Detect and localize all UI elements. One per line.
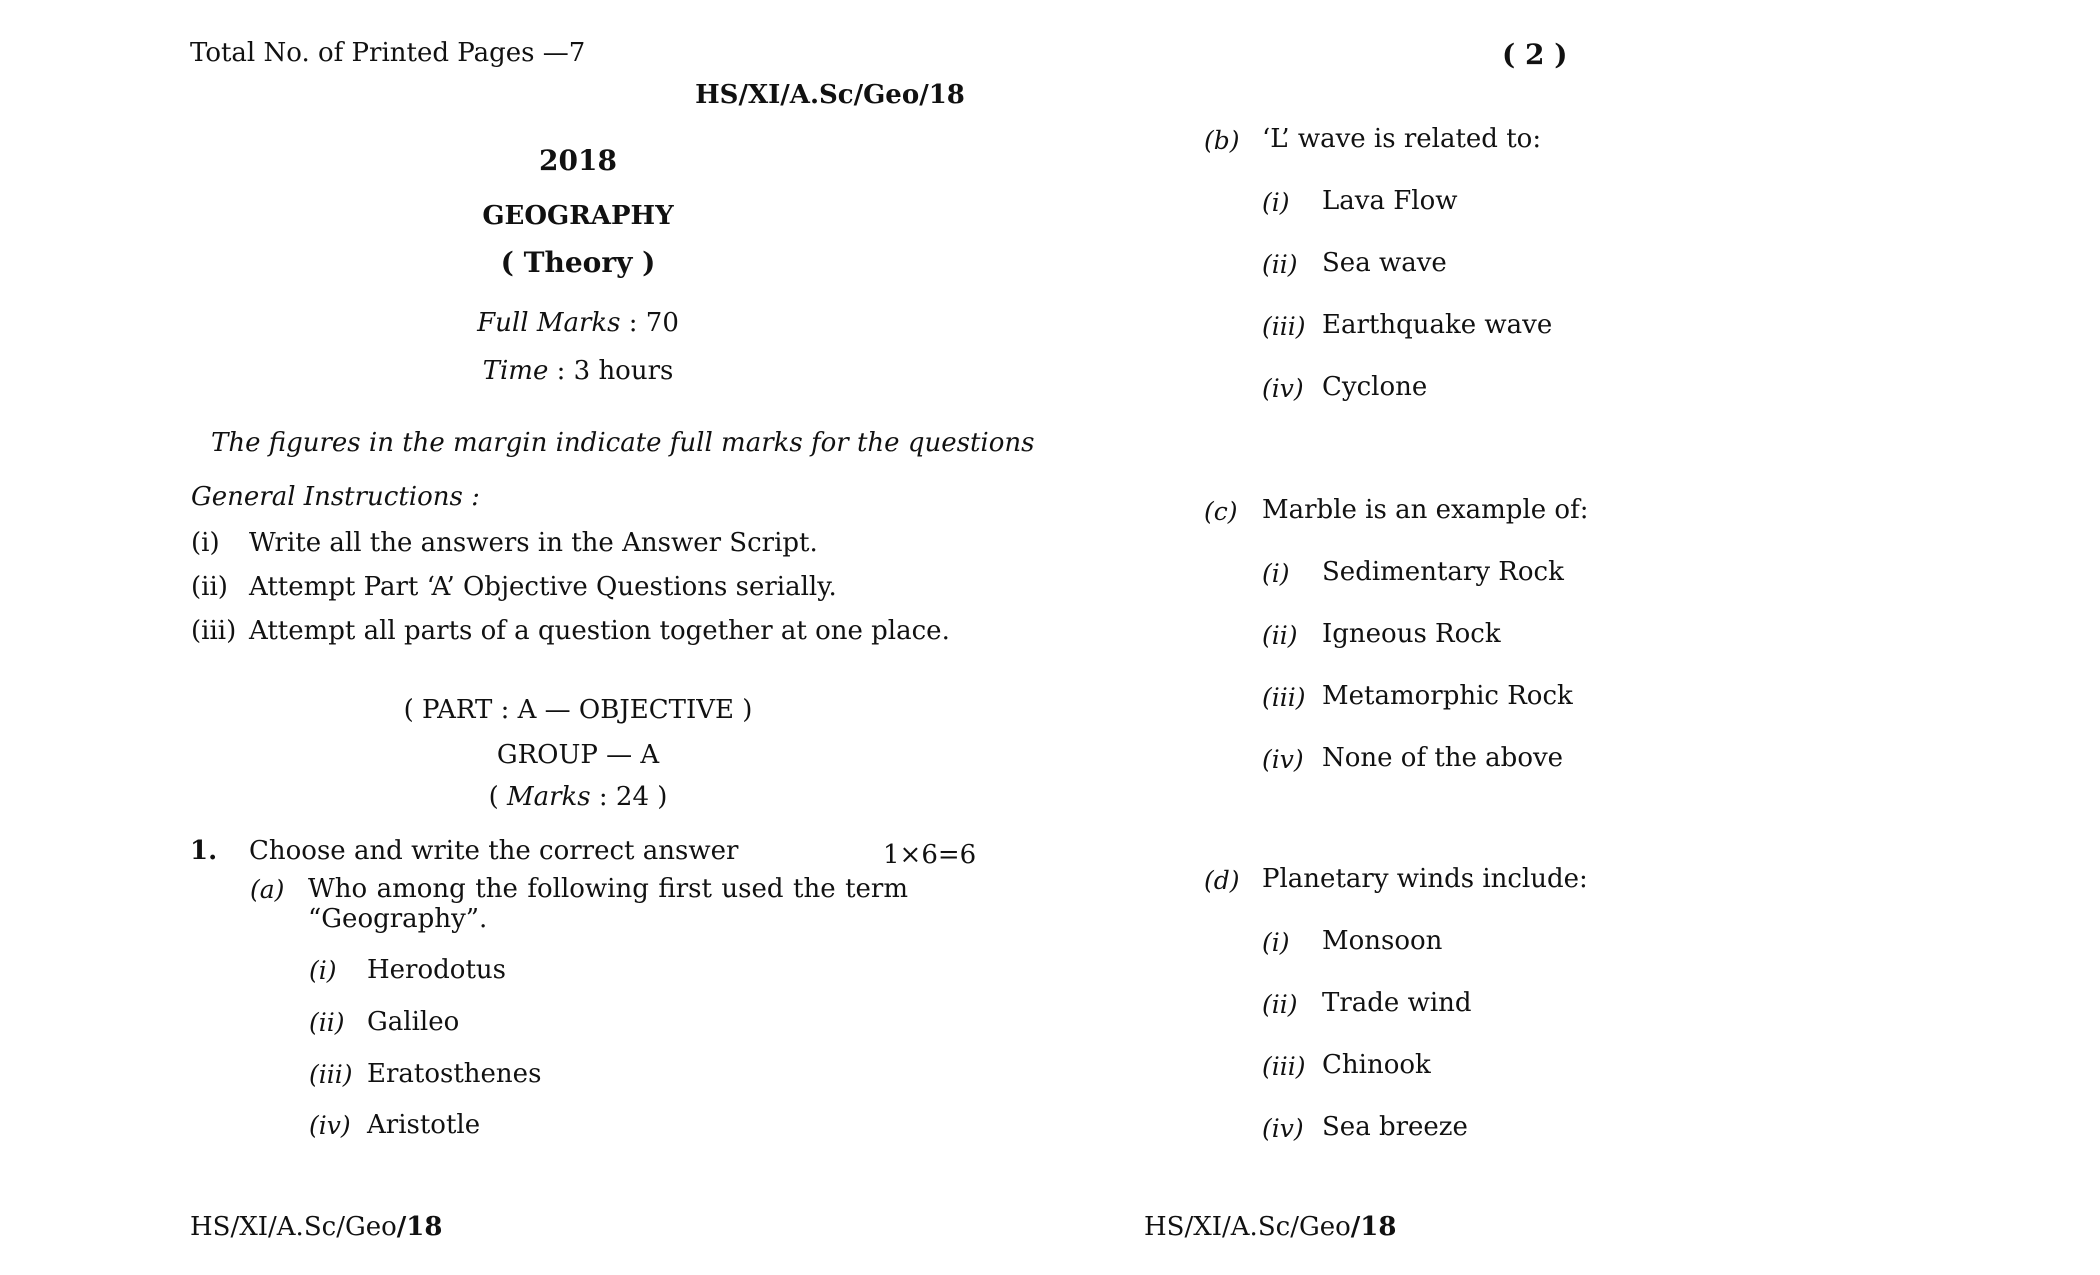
option-text: Chinook <box>1322 1050 1431 1080</box>
option-number: (iv) <box>1262 745 1304 774</box>
instruction-number: (i) <box>191 528 220 558</box>
option-number: (iv) <box>1262 1114 1304 1143</box>
sub-question-text: Marble is an example of: <box>1262 495 1589 525</box>
option-text: Metamorphic Rock <box>1322 681 1573 711</box>
paper-type: ( Theory ) <box>500 246 656 279</box>
time-label: Time <box>482 356 549 386</box>
option-text: Sea wave <box>1322 248 1447 278</box>
option-number: (ii) <box>309 1008 345 1037</box>
option-text: Galileo <box>367 1007 460 1037</box>
option-number: (i) <box>1262 188 1290 217</box>
marks-close: : 24 ) <box>590 782 668 812</box>
option-number: (iv) <box>1262 374 1304 403</box>
option-text: Cyclone <box>1322 372 1428 402</box>
instruction-text: Write all the answers in the Answer Script. <box>249 528 818 558</box>
time-allowed <box>378 356 778 386</box>
footer-code-suffix: /18 <box>1350 1212 1397 1242</box>
marks-open: ( <box>488 782 507 812</box>
option-text: Herodotus <box>367 955 506 985</box>
subject-title: GEOGRAPHY <box>482 201 674 231</box>
full-marks-value: : 70 <box>620 308 679 338</box>
option-text: Igneous Rock <box>1322 619 1501 649</box>
printed-pages-count: Total No. of Printed Pages —7 <box>190 38 586 68</box>
option-text: Sea breeze <box>1322 1112 1468 1142</box>
sub-question-text-cont: “Geography”. <box>308 904 488 934</box>
page-number: ( 2 ) <box>1502 38 1568 71</box>
full-marks-label: Full Marks <box>477 308 621 338</box>
option-number: (ii) <box>1262 990 1298 1019</box>
group-heading: GROUP — A <box>496 740 660 770</box>
option-number: (ii) <box>1262 621 1298 650</box>
sub-question-label: (b) <box>1204 126 1240 155</box>
option-number: (iii) <box>1262 1052 1306 1081</box>
sub-question-label: (a) <box>250 875 285 904</box>
option-number: (iii) <box>309 1060 353 1089</box>
full-marks <box>378 308 778 338</box>
sub-question-label: (d) <box>1204 866 1240 895</box>
option-text: Sedimentary Rock <box>1322 557 1564 587</box>
instruction-text: Attempt Part ‘A’ Objective Questions serially. <box>249 572 837 602</box>
paper-code: HS/XI/A.Sc/Geo/18 <box>695 80 965 110</box>
option-text: Trade wind <box>1322 988 1472 1018</box>
instruction-number: (iii) <box>191 616 237 646</box>
footer-code-suffix: /18 <box>396 1212 443 1242</box>
option-number: (ii) <box>1262 250 1298 279</box>
option-number: (i) <box>1262 559 1290 588</box>
option-text: Aristotle <box>367 1110 481 1140</box>
question-text: Choose and write the correct answer <box>249 836 739 866</box>
group-marks <box>378 782 778 812</box>
option-text: Lava Flow <box>1322 186 1458 216</box>
option-number: (iv) <box>309 1111 351 1140</box>
time-value: : 3 hours <box>548 356 674 386</box>
footer-code-prefix: HS/XI/A.Sc/Geo <box>190 1212 397 1242</box>
part-heading: ( PART : A — OBJECTIVE ) <box>403 695 753 725</box>
sub-question-text: ‘L’ wave is related to: <box>1262 124 1542 154</box>
option-number: (iii) <box>1262 312 1306 341</box>
sub-question-label: (c) <box>1204 497 1238 526</box>
option-text: Monsoon <box>1322 926 1443 956</box>
option-text: Eratosthenes <box>367 1059 542 1089</box>
question-number: 1. <box>190 836 218 866</box>
instruction-text: Attempt all parts of a question together at one place. <box>249 616 950 646</box>
option-number: (i) <box>1262 928 1290 957</box>
margin-note: The figures in the margin indicate full marks for the questions <box>211 428 1035 458</box>
general-instructions-heading: General Instructions : <box>191 482 480 512</box>
option-number: (i) <box>309 956 337 985</box>
option-text: None of the above <box>1322 743 1564 773</box>
option-number: (iii) <box>1262 683 1306 712</box>
option-text: Earthquake wave <box>1322 310 1553 340</box>
sub-question-text: Who among the following first used the term <box>308 874 908 904</box>
marks-label: Marks <box>506 782 591 812</box>
question-marks: 1×6=6 <box>883 840 977 870</box>
footer-code <box>1144 1212 1396 1242</box>
exam-year: 2018 <box>539 144 617 177</box>
instruction-number: (ii) <box>191 572 228 602</box>
sub-question-text: Planetary winds include: <box>1262 864 1588 894</box>
footer-code-prefix: HS/XI/A.Sc/Geo <box>1144 1212 1351 1242</box>
footer-code <box>190 1212 442 1242</box>
